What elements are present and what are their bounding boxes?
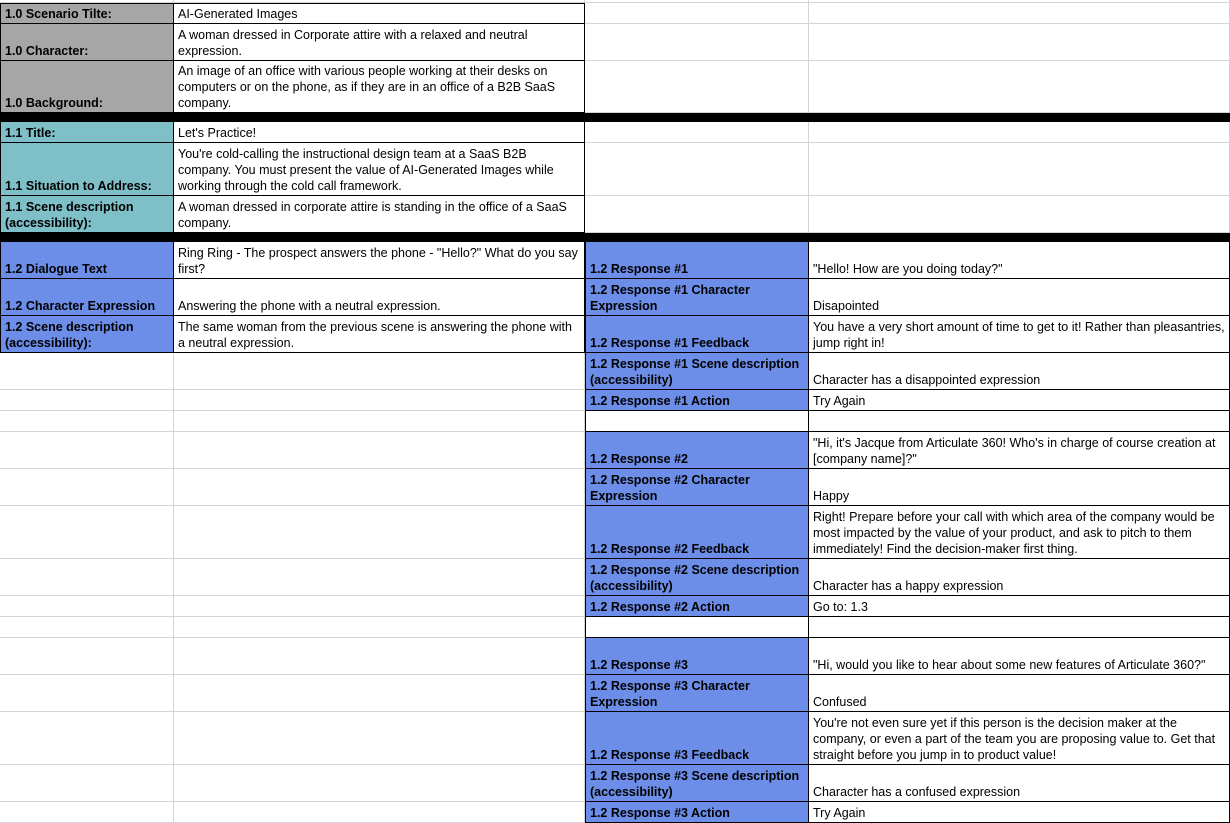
cell[interactable]	[585, 3, 809, 24]
cell[interactable]	[585, 411, 809, 432]
cell[interactable]	[174, 506, 585, 559]
response-3-scene-label[interactable]	[585, 765, 809, 802]
cell[interactable]	[174, 432, 585, 469]
cell[interactable]	[0, 712, 174, 765]
cell-text: A woman dressed in Corporate attire with a relaxed and neutral expression.	[178, 28, 528, 58]
table-row	[0, 675, 1230, 712]
table-row	[0, 316, 1230, 353]
cell-text: You have a very short amount of time to get to it! Rather than pleasantries, jump right in!	[813, 320, 1225, 350]
cell-text: Let's Practice!	[178, 126, 257, 140]
cell[interactable]	[0, 675, 174, 712]
cell-text: Disapointed	[813, 299, 880, 313]
background-value[interactable]	[174, 61, 585, 113]
section-divider	[0, 113, 1230, 122]
cell[interactable]	[174, 765, 585, 802]
title-value[interactable]	[174, 122, 585, 143]
response-1-value[interactable]	[809, 242, 1230, 279]
table-row	[0, 24, 1230, 61]
response-1-feedback-label[interactable]	[585, 316, 809, 353]
cell-text: 1.2 Response #3 Scene description (accessibility)	[590, 769, 800, 799]
cell-text: Right! Prepare before your call with which area of the company would be most impacted by the value of your product, and ask to pitch to them immediately! Find the decision-maker first thing.	[813, 510, 1215, 556]
scenario-title-value[interactable]	[174, 3, 585, 24]
cell[interactable]	[809, 3, 1230, 24]
table-row	[0, 802, 1230, 823]
table-row	[0, 712, 1230, 765]
cell-text: Answering the phone with a neutral expression.	[178, 299, 441, 313]
scene-description-value[interactable]	[174, 196, 585, 233]
response-3-feedback-value[interactable]	[809, 712, 1230, 765]
cell[interactable]	[0, 411, 174, 432]
cell[interactable]	[585, 61, 809, 113]
scenario-title-label[interactable]	[0, 3, 174, 24]
cell[interactable]	[174, 469, 585, 506]
cell[interactable]	[174, 712, 585, 765]
table-row	[0, 617, 1230, 638]
cell[interactable]	[174, 353, 585, 390]
scene-description-1-2-label[interactable]	[0, 316, 174, 353]
table-row	[0, 390, 1230, 411]
response-2-expression-label[interactable]	[585, 469, 809, 506]
cell[interactable]	[174, 559, 585, 596]
section-divider	[0, 233, 1230, 242]
cell[interactable]	[0, 765, 174, 802]
cell[interactable]	[809, 411, 1230, 432]
cell[interactable]	[0, 506, 174, 559]
cell[interactable]	[0, 432, 174, 469]
cell[interactable]	[585, 24, 809, 61]
table-row	[0, 196, 1230, 233]
cell-text: 1.2 Response #1 Character Expression	[590, 283, 750, 313]
cell-text: 1.2 Scene description (accessibility):	[5, 320, 134, 350]
cell-text: 1.2 Dialogue Text	[5, 262, 107, 276]
cell-text: 1.2 Response #3 Action	[590, 806, 730, 820]
response-2-action-value[interactable]	[809, 596, 1230, 617]
cell-text: 1.2 Response #1	[590, 262, 688, 276]
character-expression-label[interactable]	[0, 279, 174, 316]
table-row	[0, 638, 1230, 675]
cell-text: 1.2 Character Expression	[5, 299, 156, 313]
cell[interactable]	[0, 596, 174, 617]
cell-text: 1.0 Character:	[5, 44, 89, 58]
cell[interactable]	[809, 61, 1230, 113]
response-1-action-value[interactable]	[809, 390, 1230, 411]
cell-text: 1.2 Response #2 Character Expression	[590, 473, 750, 503]
cell-text: You're cold-calling the instructional design team at a SaaS B2B company. You must present the value of AI-Generated Images while working through the cold call framework.	[178, 147, 554, 193]
table-row	[0, 411, 1230, 432]
character-label[interactable]	[0, 24, 174, 61]
cell-text: Ring Ring - The prospect answers the phone - "Hello?" What do you say first?	[178, 246, 578, 276]
table-row	[0, 559, 1230, 596]
cell-text: 1.1 Title:	[5, 126, 56, 140]
table-row	[0, 61, 1230, 113]
cell-text: You're not even sure yet if this person is the decision maker at the company, or even a part of the team you are proposing value to. Get that straight before you jump in to product value!	[813, 716, 1216, 762]
response-1-action-label[interactable]	[585, 390, 809, 411]
response-2-expression-value[interactable]	[809, 469, 1230, 506]
cell-text: 1.2 Response #3 Character Expression	[590, 679, 750, 709]
cell[interactable]	[0, 802, 174, 823]
cell-text: "Hello! How are you doing today?"	[813, 262, 1003, 276]
response-2-feedback-label[interactable]	[585, 506, 809, 559]
cell-text: The same woman from the previous scene is answering the phone with a neutral expression.	[178, 320, 572, 350]
response-3-expression-value[interactable]	[809, 675, 1230, 712]
cell-text: Go to: 1.3	[813, 600, 868, 614]
cell[interactable]	[809, 122, 1230, 143]
cell[interactable]	[585, 122, 809, 143]
dialogue-text-value[interactable]	[174, 242, 585, 279]
cell[interactable]	[0, 638, 174, 675]
cell-text: 1.2 Response #1 Scene description (accessibility)	[590, 357, 800, 387]
cell-text: Character has a disappointed expression	[813, 373, 1041, 387]
cell[interactable]	[174, 675, 585, 712]
cell-text: Character has a confused expression	[813, 785, 1021, 799]
response-2-action-label[interactable]	[585, 596, 809, 617]
table-row	[0, 469, 1230, 506]
character-expression-value[interactable]	[174, 279, 585, 316]
cell-text: "Hi, would you like to hear about some new features of Articulate 360?"	[813, 658, 1206, 672]
response-3-action-label[interactable]	[585, 802, 809, 823]
cell[interactable]	[585, 143, 809, 196]
cell[interactable]	[174, 638, 585, 675]
table-row	[0, 432, 1230, 469]
character-value[interactable]	[174, 24, 585, 61]
response-2-scene-label[interactable]	[585, 559, 809, 596]
cell[interactable]	[0, 617, 174, 638]
cell[interactable]	[809, 24, 1230, 61]
cell-text: 1.2 Response #2 Scene description (accessibility)	[590, 563, 800, 593]
cell-text: 1.2 Response #2 Feedback	[590, 542, 750, 556]
cell-text: 1.0 Background:	[5, 96, 103, 110]
cell-text: 1.2 Response #2	[590, 452, 688, 466]
title-label[interactable]	[0, 122, 174, 143]
cell[interactable]	[809, 196, 1230, 233]
response-2-value[interactable]	[809, 432, 1230, 469]
cell[interactable]	[0, 559, 174, 596]
response-1-label[interactable]	[585, 242, 809, 279]
cell-text: 1.2 Response #1 Action	[590, 394, 730, 408]
cell-text: 1.0 Scenario Tilte:	[5, 7, 112, 21]
cell-text: Character has a happy expression	[813, 579, 1004, 593]
cell[interactable]	[174, 411, 585, 432]
table-row	[0, 279, 1230, 316]
response-1-expression-value[interactable]	[809, 279, 1230, 316]
scene-description-1-2-value[interactable]	[174, 316, 585, 353]
cell[interactable]	[174, 617, 585, 638]
cell[interactable]	[585, 617, 809, 638]
table-row	[0, 122, 1230, 143]
table-row	[0, 242, 1230, 279]
cell-text: 1.1 Situation to Address:	[5, 179, 152, 193]
cell-text: Try Again	[813, 394, 866, 408]
table-row	[0, 765, 1230, 802]
cell-text: "Hi, it's Jacque from Articulate 360! Who's in charge of course creation at [company name]?"	[813, 436, 1216, 466]
response-2-scene-value[interactable]	[809, 559, 1230, 596]
response-1-scene-label[interactable]	[585, 353, 809, 390]
response-3-scene-value[interactable]	[809, 765, 1230, 802]
scene-description-label[interactable]	[0, 196, 174, 233]
table-row	[0, 143, 1230, 196]
cell-text: 1.2 Response #3 Feedback	[590, 748, 750, 762]
table-row	[0, 596, 1230, 617]
cell-text: 1.2 Response #2 Action	[590, 600, 730, 614]
cell-text: Try Again	[813, 806, 866, 820]
response-2-label[interactable]	[585, 432, 809, 469]
cell[interactable]	[0, 353, 174, 390]
situation-value[interactable]	[174, 143, 585, 196]
cell[interactable]	[0, 469, 174, 506]
cell-text: An image of an office with various people working at their desks on computers or on the phone, as if they are in an office of a B2B SaaS company.	[178, 64, 556, 110]
dialogue-text-label[interactable]	[0, 242, 174, 279]
response-2-feedback-value[interactable]	[809, 506, 1230, 559]
cell[interactable]	[174, 596, 585, 617]
cell[interactable]	[174, 390, 585, 411]
response-1-feedback-value[interactable]	[809, 316, 1230, 353]
cell-text: Confused	[813, 695, 867, 709]
cell-text: A woman dressed in corporate attire is standing in the office of a SaaS company.	[178, 200, 567, 230]
cell[interactable]	[585, 196, 809, 233]
situation-label[interactable]	[0, 143, 174, 196]
cell-text: 1.1 Scene description (accessibility):	[5, 200, 134, 230]
response-3-feedback-label[interactable]	[585, 712, 809, 765]
cell[interactable]	[174, 802, 585, 823]
table-row	[0, 506, 1230, 559]
cell-text: 1.2 Response #1 Feedback	[590, 336, 750, 350]
response-3-expression-label[interactable]	[585, 675, 809, 712]
response-3-value[interactable]	[809, 638, 1230, 675]
cell-text: 1.2 Response #3	[590, 658, 688, 672]
cell-text: Happy	[813, 489, 850, 503]
response-3-action-value[interactable]	[809, 802, 1230, 823]
table-row	[0, 3, 1230, 24]
cell[interactable]	[809, 143, 1230, 196]
response-1-expression-label[interactable]	[585, 279, 809, 316]
cell[interactable]	[809, 617, 1230, 638]
response-1-scene-value[interactable]	[809, 353, 1230, 390]
table-row	[0, 353, 1230, 390]
background-label[interactable]	[0, 61, 174, 113]
response-3-label[interactable]	[585, 638, 809, 675]
cell-text: AI-Generated Images	[178, 7, 298, 21]
cell[interactable]	[0, 390, 174, 411]
